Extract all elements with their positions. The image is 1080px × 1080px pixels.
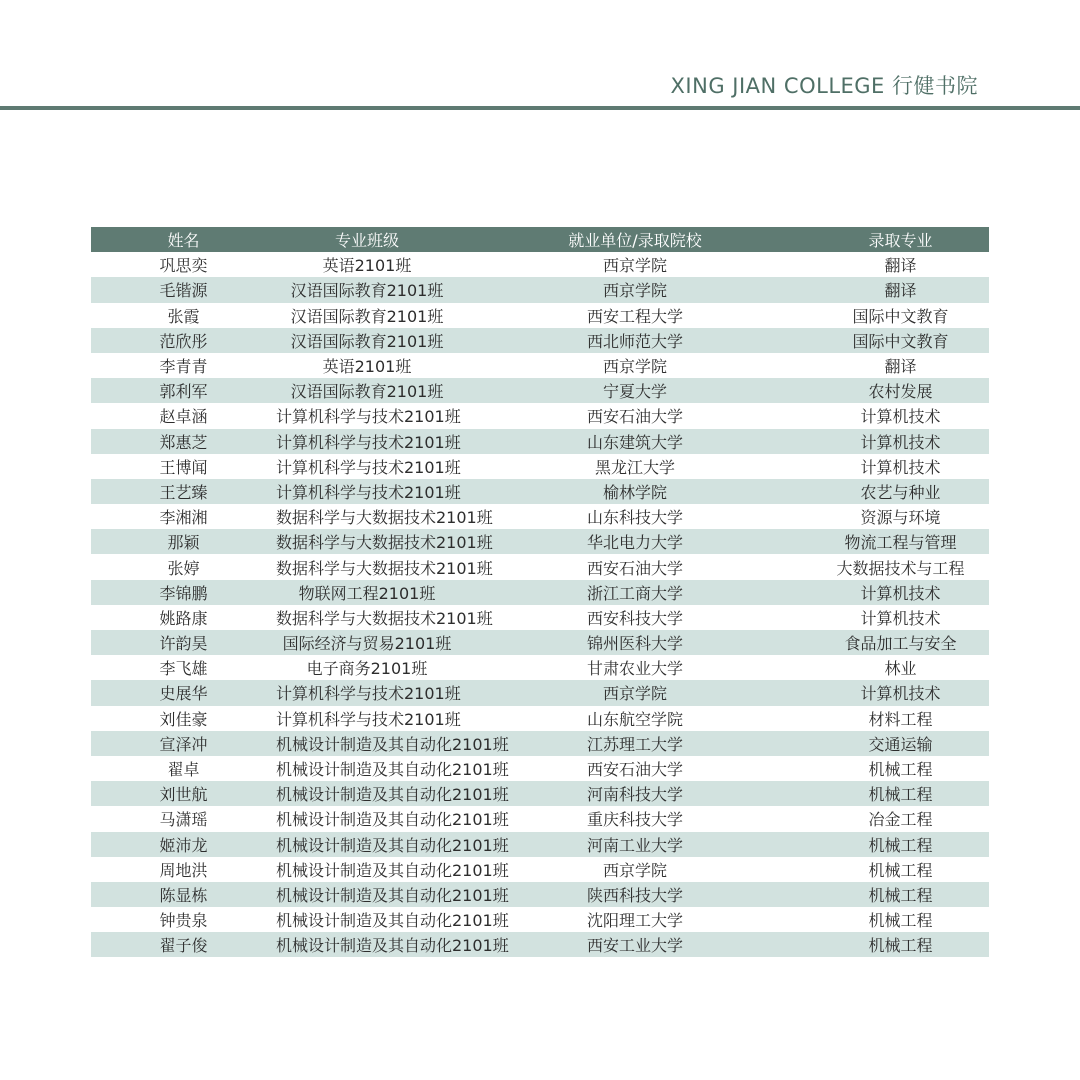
student-name-cell: 李青青 xyxy=(159,357,208,377)
admitted-school-cell: 西北师范大学 xyxy=(586,331,683,351)
table-row xyxy=(91,680,989,705)
admitted-school-cell: 河南工业大学 xyxy=(586,835,683,855)
class-name-cell: 机械设计制造及其自动化2101班 xyxy=(276,734,509,754)
student-name-cell: 王博闻 xyxy=(159,457,208,477)
column-header-major: 录取专业 xyxy=(868,231,933,251)
admitted-school-cell: 陕西科技大学 xyxy=(586,885,683,905)
table-row xyxy=(91,303,989,328)
student-name-cell: 郑惠芝 xyxy=(159,432,208,452)
admitted-major-cell: 机械工程 xyxy=(868,860,933,880)
class-name-cell: 计算机科学与技术2101班 xyxy=(276,709,461,729)
admitted-school-cell: 山东科技大学 xyxy=(586,508,683,528)
student-name-cell: 刘佳豪 xyxy=(159,709,208,729)
admitted-major-cell: 交通运输 xyxy=(868,734,933,754)
admitted-school-cell: 西安石油大学 xyxy=(586,558,683,578)
class-name-cell: 汉语国际教育2101班 xyxy=(290,281,444,301)
student-name-cell: 王艺臻 xyxy=(159,482,208,502)
admitted-major-cell: 翻译 xyxy=(884,281,917,301)
table-row xyxy=(91,429,989,454)
admitted-school-cell: 黑龙江大学 xyxy=(594,457,675,477)
class-name-cell: 计算机科学与技术2101班 xyxy=(276,482,461,502)
admission-table xyxy=(91,227,989,957)
class-name-cell: 数据科学与大数据技术2101班 xyxy=(276,558,493,578)
class-name-cell: 数据科学与大数据技术2101班 xyxy=(276,533,493,553)
class-name-cell: 机械设计制造及其自动化2101班 xyxy=(276,911,509,931)
student-name-cell: 姚路康 xyxy=(159,608,208,628)
student-name-cell: 周地洪 xyxy=(159,860,208,880)
admitted-major-cell: 计算机技术 xyxy=(860,684,941,704)
admitted-school-cell: 山东航空学院 xyxy=(586,709,683,729)
admitted-major-cell: 国际中文教育 xyxy=(852,306,949,326)
class-name-cell: 汉语国际教育2101班 xyxy=(290,306,444,326)
admitted-major-cell: 机械工程 xyxy=(868,835,933,855)
admitted-major-cell: 计算机技术 xyxy=(860,608,941,628)
admitted-school-cell: 山东建筑大学 xyxy=(586,432,683,452)
admitted-school-cell: 甘肃农业大学 xyxy=(586,659,683,679)
class-name-cell: 机械设计制造及其自动化2101班 xyxy=(276,885,509,905)
admitted-major-cell: 材料工程 xyxy=(868,709,933,729)
table-header-row xyxy=(91,227,989,252)
table-body xyxy=(91,252,989,957)
table-row xyxy=(91,731,989,756)
table-row xyxy=(91,277,989,302)
table-row xyxy=(91,882,989,907)
admitted-major-cell: 食品加工与安全 xyxy=(844,634,957,654)
admitted-school-cell: 华北电力大学 xyxy=(586,533,683,553)
admitted-school-cell: 浙江工商大学 xyxy=(586,583,683,603)
column-header-destination: 就业单位/录取院校 xyxy=(568,231,702,251)
admitted-school-cell: 重庆科技大学 xyxy=(586,810,683,830)
admitted-school-cell: 锦州医科大学 xyxy=(586,634,683,654)
student-name-cell: 赵卓涵 xyxy=(159,407,208,427)
admitted-major-cell: 机械工程 xyxy=(868,785,933,805)
admitted-major-cell: 机械工程 xyxy=(868,885,933,905)
class-name-cell: 英语2101班 xyxy=(322,256,412,276)
class-name-cell: 机械设计制造及其自动化2101班 xyxy=(276,760,509,780)
table-row xyxy=(91,605,989,630)
table-row xyxy=(91,907,989,932)
class-name-cell: 国际经济与贸易2101班 xyxy=(282,634,452,654)
admitted-major-cell: 资源与环境 xyxy=(860,508,941,528)
class-name-cell: 数据科学与大数据技术2101班 xyxy=(276,608,493,628)
admitted-school-cell: 西京学院 xyxy=(602,281,667,301)
table-row xyxy=(91,403,989,428)
class-name-cell: 计算机科学与技术2101班 xyxy=(276,407,461,427)
table-row xyxy=(91,554,989,579)
table-row xyxy=(91,252,989,277)
admitted-major-cell: 农村发展 xyxy=(868,382,933,402)
student-name-cell: 张婷 xyxy=(167,558,200,578)
admitted-major-cell: 林业 xyxy=(884,659,917,679)
student-name-cell: 马潇瑶 xyxy=(159,810,208,830)
class-name-cell: 数据科学与大数据技术2101班 xyxy=(276,508,493,528)
table-row xyxy=(91,706,989,731)
table-row xyxy=(91,454,989,479)
student-name-cell: 宣泽冲 xyxy=(159,734,208,754)
admitted-major-cell: 计算机技术 xyxy=(860,583,941,603)
table-row xyxy=(91,353,989,378)
class-name-cell: 汉语国际教育2101班 xyxy=(290,331,444,351)
admitted-school-cell: 榆林学院 xyxy=(602,482,667,502)
table-row xyxy=(91,479,989,504)
admitted-major-cell: 机械工程 xyxy=(868,760,933,780)
table-row xyxy=(91,378,989,403)
student-name-cell: 翟子俊 xyxy=(159,936,208,956)
admitted-school-cell: 沈阳理工大学 xyxy=(586,911,683,931)
column-header-class: 专业班级 xyxy=(334,231,399,251)
admitted-school-cell: 西安科技大学 xyxy=(586,608,683,628)
table-row xyxy=(91,504,989,529)
class-name-cell: 电子商务2101班 xyxy=(306,659,428,679)
admitted-school-cell: 江苏理工大学 xyxy=(586,734,683,754)
admitted-major-cell: 国际中文教育 xyxy=(852,331,949,351)
student-name-cell: 姬沛龙 xyxy=(159,835,208,855)
admitted-major-cell: 物流工程与管理 xyxy=(844,533,957,553)
class-name-cell: 计算机科学与技术2101班 xyxy=(276,432,461,452)
class-name-cell: 机械设计制造及其自动化2101班 xyxy=(276,785,509,805)
admitted-major-cell: 大数据技术与工程 xyxy=(836,558,965,578)
table-row xyxy=(91,781,989,806)
table-row xyxy=(91,932,989,957)
class-name-cell: 汉语国际教育2101班 xyxy=(290,382,444,402)
class-name-cell: 英语2101班 xyxy=(322,357,412,377)
student-name-cell: 郭利军 xyxy=(159,382,208,402)
admitted-school-cell: 西京学院 xyxy=(602,357,667,377)
admitted-school-cell: 西安石油大学 xyxy=(586,760,683,780)
student-name-cell: 范欣彤 xyxy=(159,331,208,351)
admitted-school-cell: 西京学院 xyxy=(602,684,667,704)
class-name-cell: 机械设计制造及其自动化2101班 xyxy=(276,835,509,855)
student-name-cell: 张霞 xyxy=(167,306,200,326)
student-name-cell: 钟贵泉 xyxy=(159,911,208,931)
class-name-cell: 机械设计制造及其自动化2101班 xyxy=(276,936,509,956)
admitted-school-cell: 西安工业大学 xyxy=(586,936,683,956)
table-row xyxy=(91,756,989,781)
admitted-major-cell: 翻译 xyxy=(884,357,917,377)
class-name-cell: 机械设计制造及其自动化2101班 xyxy=(276,860,509,880)
table-row xyxy=(91,328,989,353)
student-name-cell: 许韵昊 xyxy=(159,634,208,654)
admitted-major-cell: 计算机技术 xyxy=(860,432,941,452)
admitted-school-cell: 西安石油大学 xyxy=(586,407,683,427)
admitted-major-cell: 计算机技术 xyxy=(860,407,941,427)
table-row xyxy=(91,580,989,605)
column-header-name: 姓名 xyxy=(167,231,200,251)
table-row xyxy=(91,857,989,882)
student-name-cell: 李飞雄 xyxy=(159,659,208,679)
class-name-cell: 机械设计制造及其自动化2101班 xyxy=(276,810,509,830)
table-row xyxy=(91,832,989,857)
admitted-major-cell: 冶金工程 xyxy=(868,810,933,830)
college-header-title: XING JIAN COLLEGE 行健书院 xyxy=(670,74,978,98)
admitted-major-cell: 翻译 xyxy=(884,256,917,276)
admitted-school-cell: 西安工程大学 xyxy=(586,306,683,326)
student-name-cell: 毛锴源 xyxy=(159,281,208,301)
class-name-cell: 计算机科学与技术2101班 xyxy=(276,684,461,704)
admitted-major-cell: 农艺与种业 xyxy=(860,482,941,502)
admitted-major-cell: 机械工程 xyxy=(868,936,933,956)
class-name-cell: 计算机科学与技术2101班 xyxy=(276,457,461,477)
student-name-cell: 史展华 xyxy=(159,684,208,704)
table-row xyxy=(91,806,989,831)
header-divider xyxy=(0,106,1080,110)
admitted-school-cell: 河南科技大学 xyxy=(586,785,683,805)
student-name-cell: 刘世航 xyxy=(159,785,208,805)
admitted-school-cell: 宁夏大学 xyxy=(602,382,667,402)
admitted-major-cell: 机械工程 xyxy=(868,911,933,931)
student-name-cell: 巩思奕 xyxy=(159,256,208,276)
table-row xyxy=(91,630,989,655)
student-name-cell: 翟卓 xyxy=(167,760,200,780)
admitted-school-cell: 西京学院 xyxy=(602,860,667,880)
class-name-cell: 物联网工程2101班 xyxy=(298,583,436,603)
student-name-cell: 陈显栋 xyxy=(159,885,208,905)
table-row xyxy=(91,655,989,680)
admitted-major-cell: 计算机技术 xyxy=(860,457,941,477)
student-name-cell: 李湘湘 xyxy=(159,508,208,528)
admitted-school-cell: 西京学院 xyxy=(602,256,667,276)
student-name-cell: 那颖 xyxy=(167,533,200,553)
student-name-cell: 李锦鹏 xyxy=(159,583,208,603)
table-row xyxy=(91,529,989,554)
